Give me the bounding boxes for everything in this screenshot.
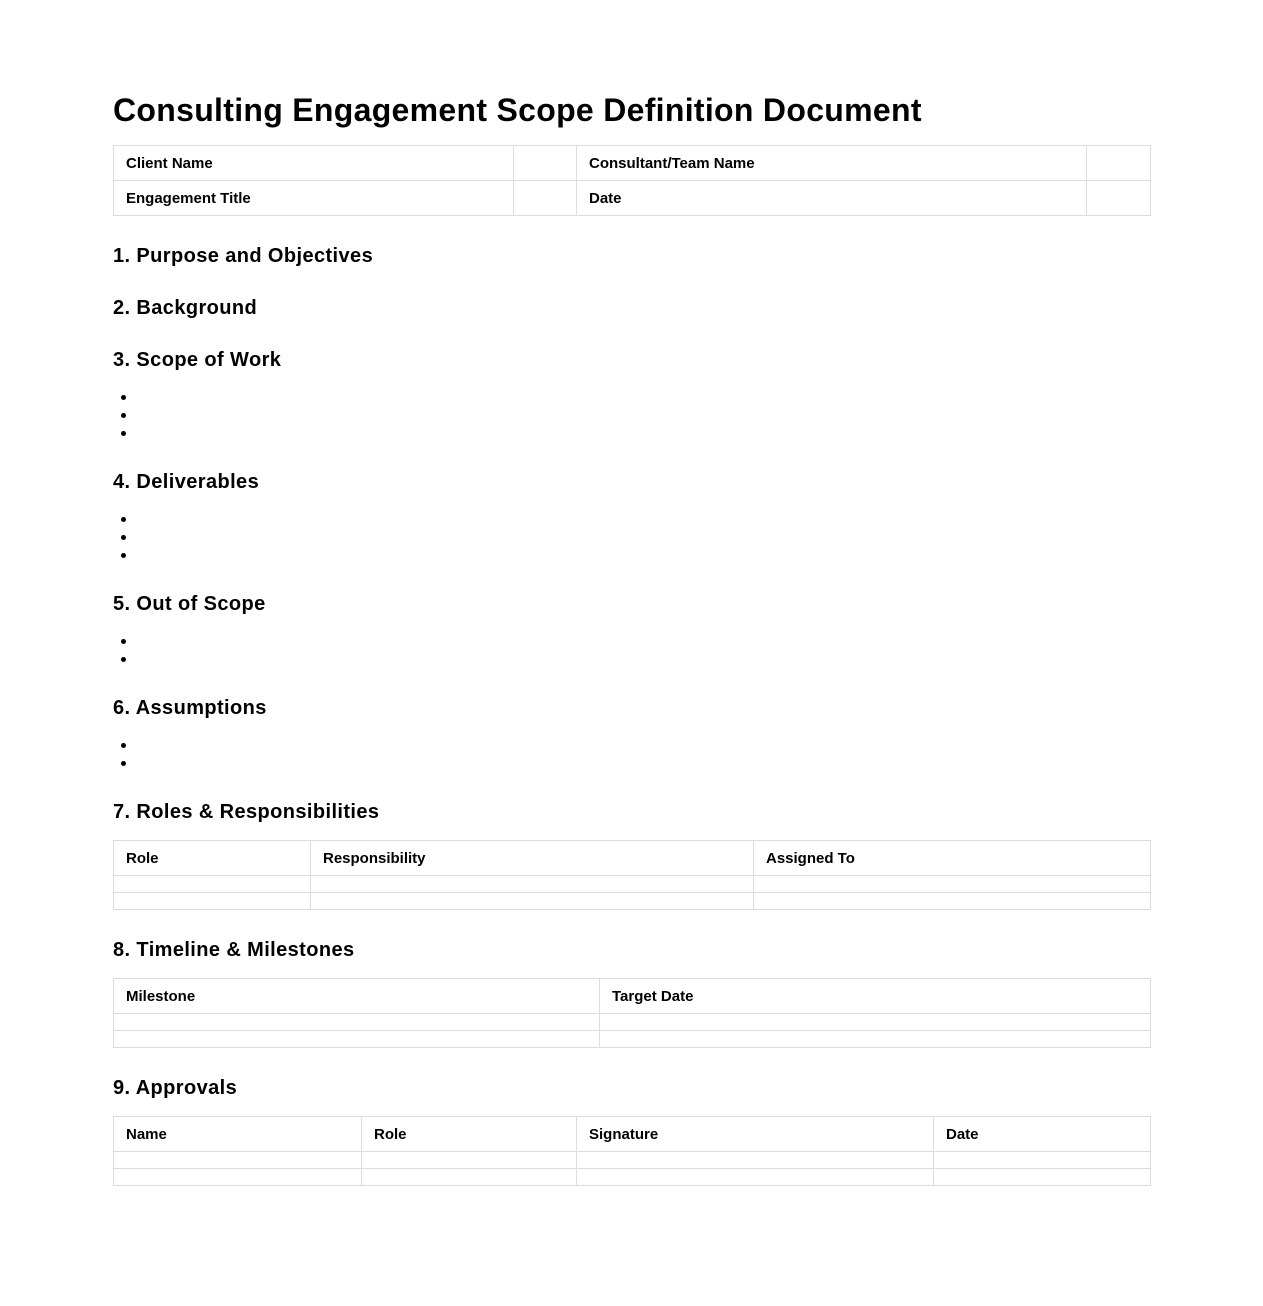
table-row [114, 1152, 1151, 1169]
table-cell[interactable] [114, 1014, 600, 1031]
section-purpose: 1. Purpose and Objectives [113, 245, 374, 267]
table-cell[interactable] [311, 893, 754, 910]
table-cell[interactable] [362, 1152, 577, 1169]
table-row [114, 1169, 1151, 1186]
list-item[interactable] [113, 528, 1150, 546]
table-cell[interactable] [577, 1169, 934, 1186]
table-cell[interactable] [114, 1031, 600, 1048]
table-cell[interactable] [114, 876, 311, 893]
section-approvals: 9. Approvals [113, 1077, 238, 1099]
timeline-table [113, 978, 1151, 1048]
scope-list [113, 388, 1150, 442]
table-row [114, 1014, 1151, 1031]
client-name-value[interactable] [514, 146, 577, 181]
column-header: Milestone [114, 979, 600, 1014]
table-cell[interactable] [577, 1152, 934, 1169]
table-row [114, 876, 1151, 893]
section-background: 2. Background [113, 297, 258, 319]
section-timeline: 8. Timeline & Milestones [113, 939, 355, 961]
document [113, 92, 1150, 1186]
list-item[interactable] [113, 546, 1150, 564]
approvals-table [113, 1116, 1151, 1186]
engagement-title-label: Engagement Title [114, 181, 514, 216]
column-header: Role [362, 1117, 577, 1152]
column-header: Assigned To [754, 841, 1151, 876]
assumptions-list [113, 736, 1150, 772]
date-label: Date [577, 181, 1087, 216]
list-item[interactable] [113, 754, 1150, 772]
table-cell[interactable] [362, 1169, 577, 1186]
section-assumptions: 6. Assumptions [113, 697, 267, 719]
table-row [114, 893, 1151, 910]
list-item[interactable] [113, 632, 1150, 650]
date-value[interactable] [1087, 181, 1151, 216]
column-header: Name [114, 1117, 362, 1152]
roles-table [113, 840, 1151, 910]
column-header: Date [934, 1117, 1151, 1152]
table-cell[interactable] [114, 893, 311, 910]
section-out-of-scope: 5. Out of Scope [113, 593, 266, 615]
engagement-info-table [113, 145, 1151, 216]
deliverables-list [113, 510, 1150, 564]
table-cell[interactable] [311, 876, 754, 893]
section-scope: 3. Scope of Work [113, 349, 282, 371]
list-item[interactable] [113, 736, 1150, 754]
table-cell[interactable] [754, 893, 1151, 910]
table-cell[interactable] [600, 1014, 1151, 1031]
engagement-title-value[interactable] [514, 181, 577, 216]
table-cell[interactable] [114, 1169, 362, 1186]
column-header: Responsibility [311, 841, 754, 876]
out-of-scope-list [113, 632, 1150, 668]
table-cell[interactable] [934, 1169, 1151, 1186]
consultant-value[interactable] [1087, 146, 1151, 181]
document-title: Consulting Engagement Scope Definition Document [113, 92, 922, 128]
list-item[interactable] [113, 388, 1150, 406]
list-item[interactable] [113, 424, 1150, 442]
section-deliverables: 4. Deliverables [113, 471, 260, 493]
table-cell[interactable] [934, 1152, 1151, 1169]
column-header: Signature [577, 1117, 934, 1152]
list-item[interactable] [113, 510, 1150, 528]
table-cell[interactable] [754, 876, 1151, 893]
table-row [114, 1031, 1151, 1048]
column-header: Role [114, 841, 311, 876]
list-item[interactable] [113, 650, 1150, 668]
table-cell[interactable] [600, 1031, 1151, 1048]
column-header: Target Date [600, 979, 1151, 1014]
client-name-label: Client Name [114, 146, 514, 181]
section-roles: 7. Roles & Responsibilities [113, 801, 380, 823]
consultant-label: Consultant/Team Name [577, 146, 1087, 181]
list-item[interactable] [113, 406, 1150, 424]
table-cell[interactable] [114, 1152, 362, 1169]
